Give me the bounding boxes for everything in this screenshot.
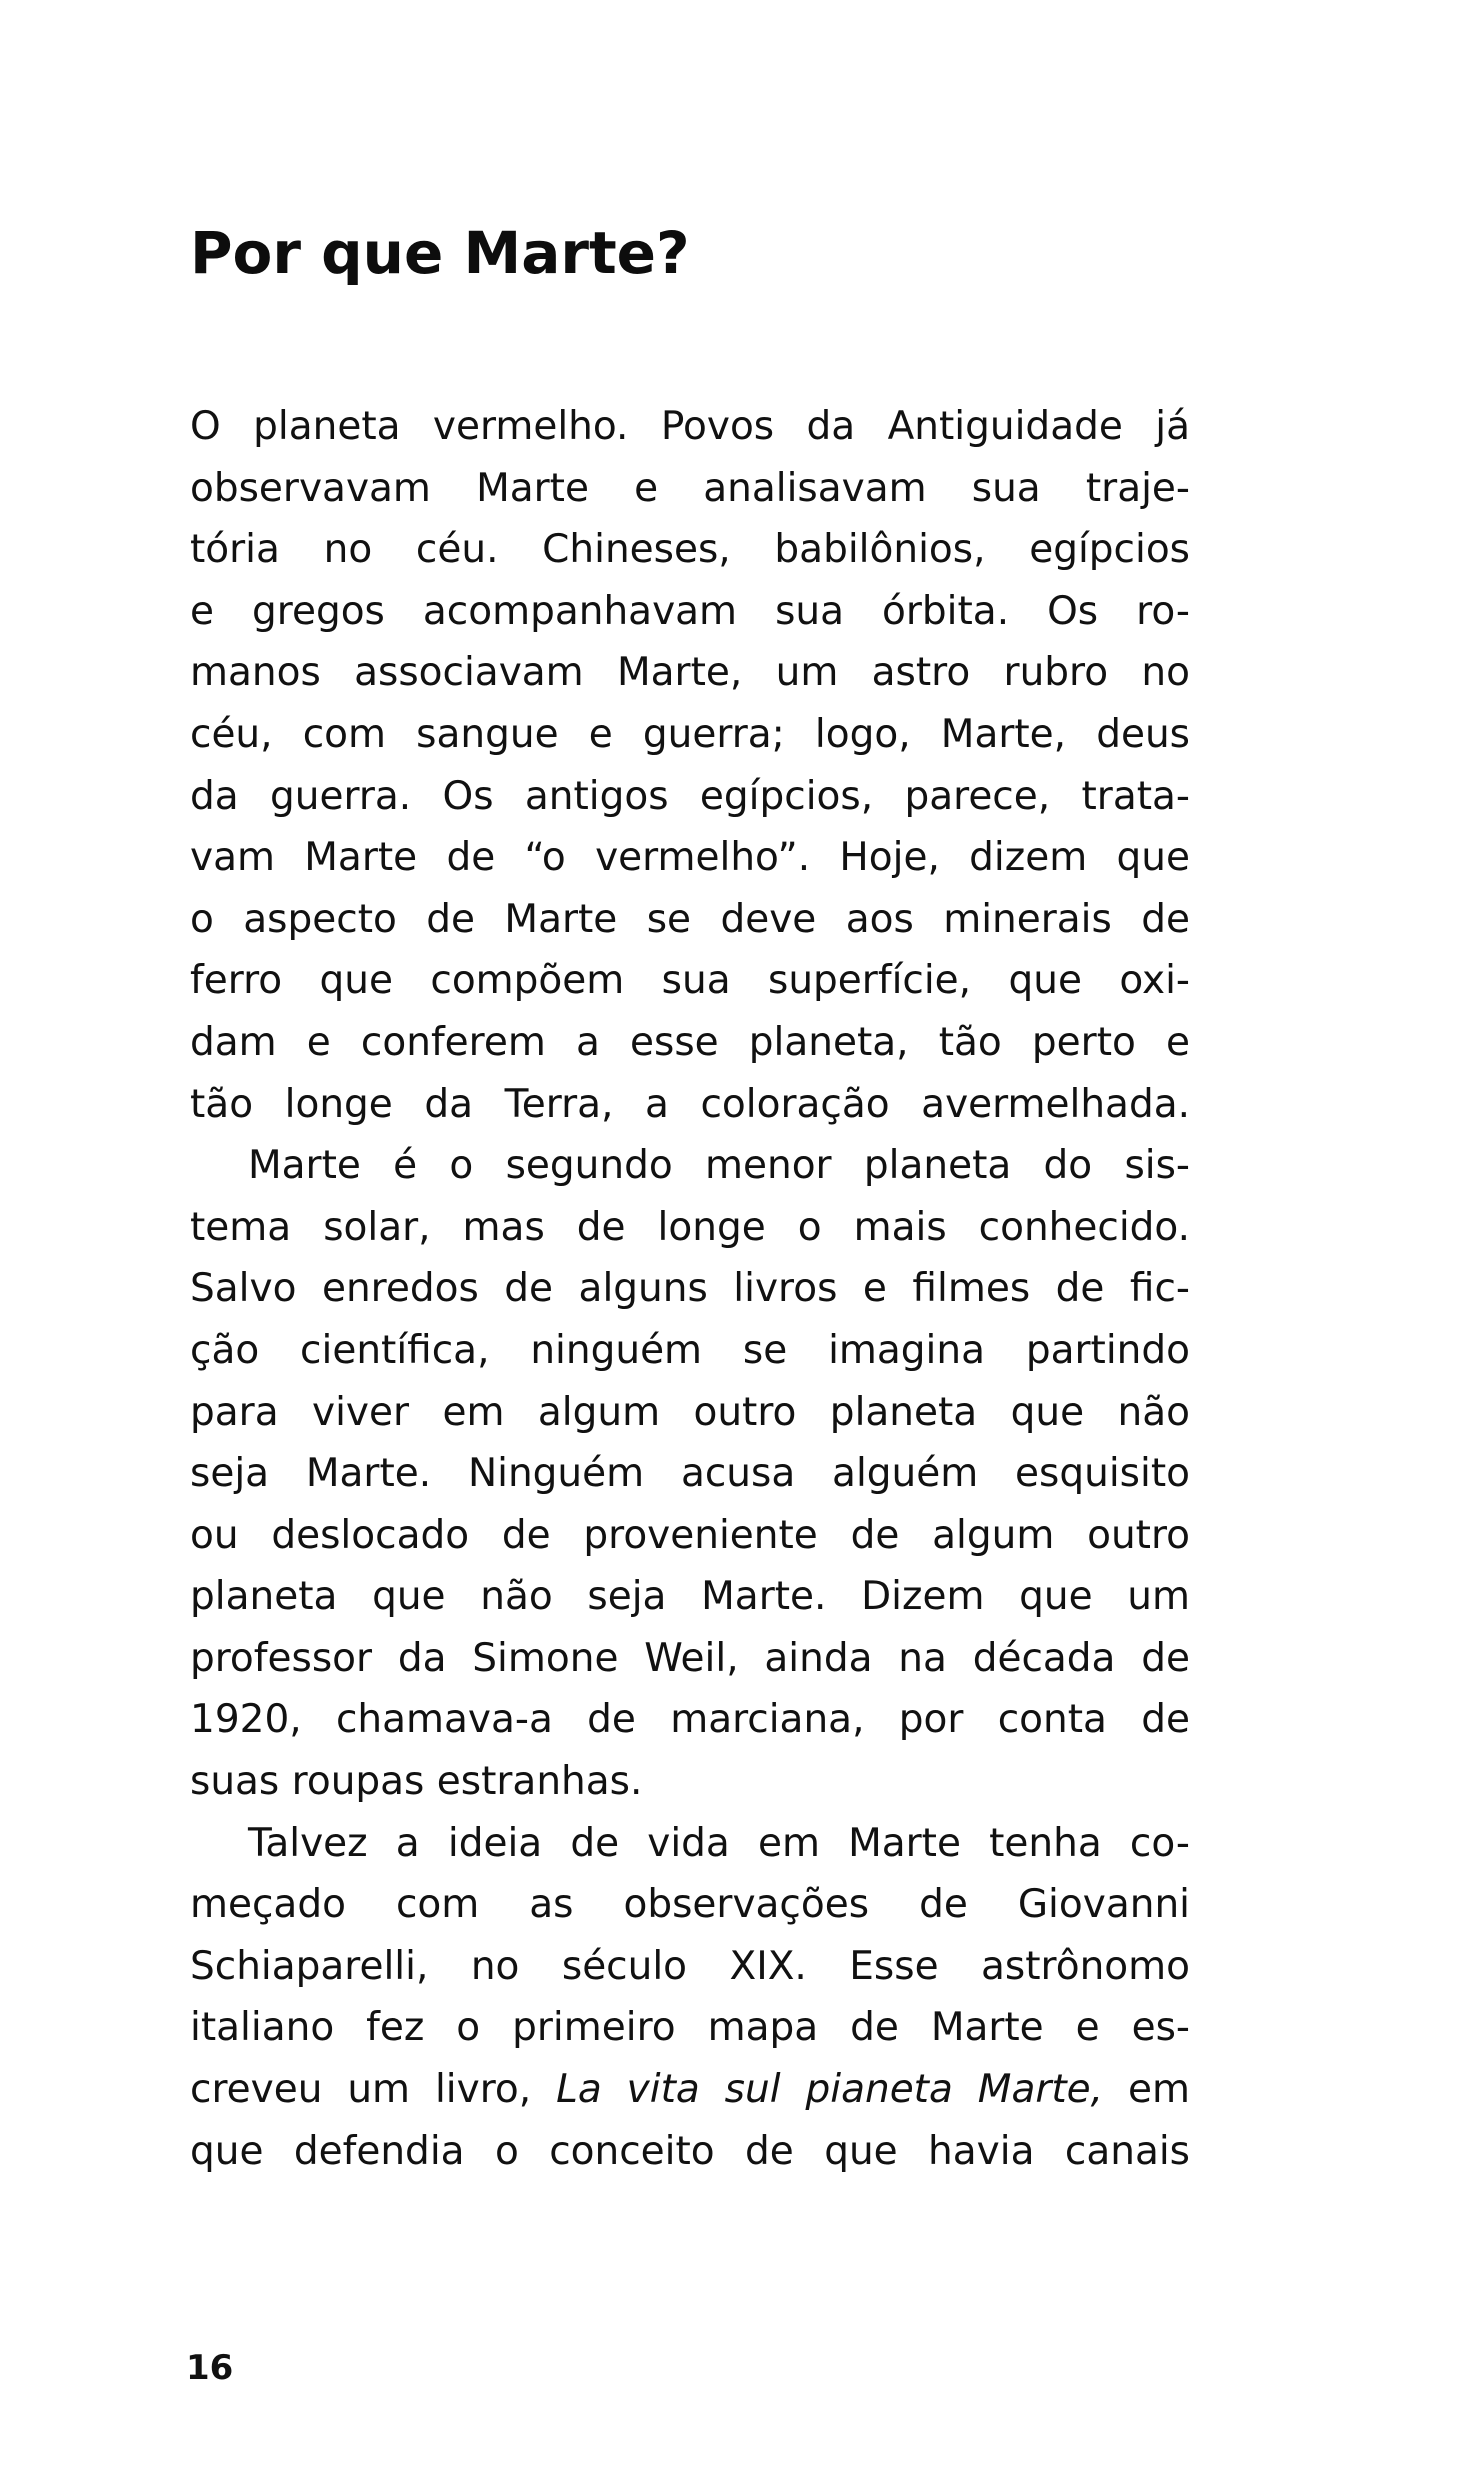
body-text (190, 396, 1190, 2182)
text-line-content: 1920, chamava-a de marciana, por conta de (190, 1697, 1190, 1743)
text-line (190, 396, 1190, 458)
text-line (190, 1443, 1190, 1505)
text-line-content: dam e conferem a esse planeta, tão perto e (190, 1019, 1190, 1065)
text-line (190, 1382, 1190, 1444)
chapter-title: Por que Marte? (190, 219, 690, 287)
text-line (190, 950, 1190, 1012)
book-title-italic: La vita sul pianeta Marte, (556, 2067, 1104, 2113)
text-line (190, 581, 1190, 643)
text-line-content: O planeta vermelho. Povos da Antiguidade já (190, 404, 1190, 449)
text-line (190, 1074, 1190, 1136)
text-line (190, 519, 1190, 581)
text-line-content: para viver em algum outro planeta que não (190, 1389, 1190, 1435)
text-line (190, 1258, 1190, 1320)
text-line-content: da guerra. Os antigos egípcios, parece, trata- (190, 773, 1190, 819)
text-line-content: manos associavam Marte, um astro rubro no (190, 650, 1190, 696)
text-line (190, 642, 1190, 704)
text-line-content: tema solar, mas de longe o mais conhecido. (190, 1204, 1190, 1250)
text-line-content: vam Marte de “o vermelho”. Hoje, dizem que (190, 835, 1190, 881)
text-line (190, 1320, 1190, 1382)
text-line-content: italiano fez o primeiro mapa de Marte e es- (190, 2005, 1190, 2051)
text-line-content: planeta que não seja Marte. Dizem que um (190, 1574, 1190, 1620)
text-line-content: Schiaparelli, no século XIX. Esse astrônomo (190, 1943, 1190, 1989)
text-line-content: seja Marte. Ninguém acusa alguém esquisito (190, 1451, 1190, 1497)
text-line-content: Salvo enredos de alguns livros e filmes de fic- (190, 1266, 1190, 1312)
text-line-content: que defendia o conceito de que havia canais (190, 2128, 1190, 2174)
text-line (190, 1566, 1190, 1628)
text-line-content: professor da Simone Weil, ainda na década de (190, 1635, 1190, 1681)
text-line (190, 827, 1190, 889)
text-line-content: observavam Marte e analisavam sua traje- (190, 465, 1190, 511)
text-line-content: e gregos acompanhavam sua órbita. Os ro- (190, 588, 1190, 634)
text-line (190, 1751, 1190, 1813)
text-line (190, 1197, 1190, 1259)
text-line (190, 1874, 1190, 1936)
text-line-content: tória no céu. Chineses, babilônios, egípcios (190, 527, 1190, 573)
text-line (190, 704, 1190, 766)
page-number: 16 (186, 2348, 234, 2388)
text-line-content: Marte é o segundo menor planeta do sis- (248, 1143, 1190, 1189)
text-line (190, 1813, 1190, 1875)
text-line (190, 766, 1190, 828)
text-line (190, 889, 1190, 951)
text-line-content: suas roupas estranhas. (190, 1759, 643, 1805)
text-line (190, 1997, 1190, 2059)
text-line (190, 2059, 1190, 2121)
text-line (190, 1628, 1190, 1690)
text-line-content: ção científica, ninguém se imagina partindo (190, 1327, 1190, 1373)
text-line (190, 1135, 1190, 1197)
text-line-content: ferro que compõem sua superfície, que oxi- (190, 958, 1190, 1004)
text-line (190, 2121, 1190, 2183)
text-line-content: céu, com sangue e guerra; logo, Marte, deus (190, 711, 1190, 757)
text-line-content: o aspecto de Marte se deve aos minerais de (190, 896, 1190, 942)
text-line (190, 1012, 1190, 1074)
text-line (190, 458, 1190, 520)
text-line (190, 1689, 1190, 1751)
text-line-continuation: em (1103, 2067, 1190, 2113)
text-line-content: meçado com as observações de Giovanni (190, 1882, 1190, 1928)
text-line-content: tão longe da Terra, a coloração avermelhada. (190, 1081, 1190, 1127)
text-line-content: ou deslocado de proveniente de algum outro (190, 1512, 1190, 1558)
text-line-content: creveu um livro, (190, 2067, 557, 2113)
text-line (190, 1505, 1190, 1567)
text-line-content: Talvez a ideia de vida em Marte tenha co- (248, 1820, 1190, 1866)
text-line (190, 1936, 1190, 1998)
